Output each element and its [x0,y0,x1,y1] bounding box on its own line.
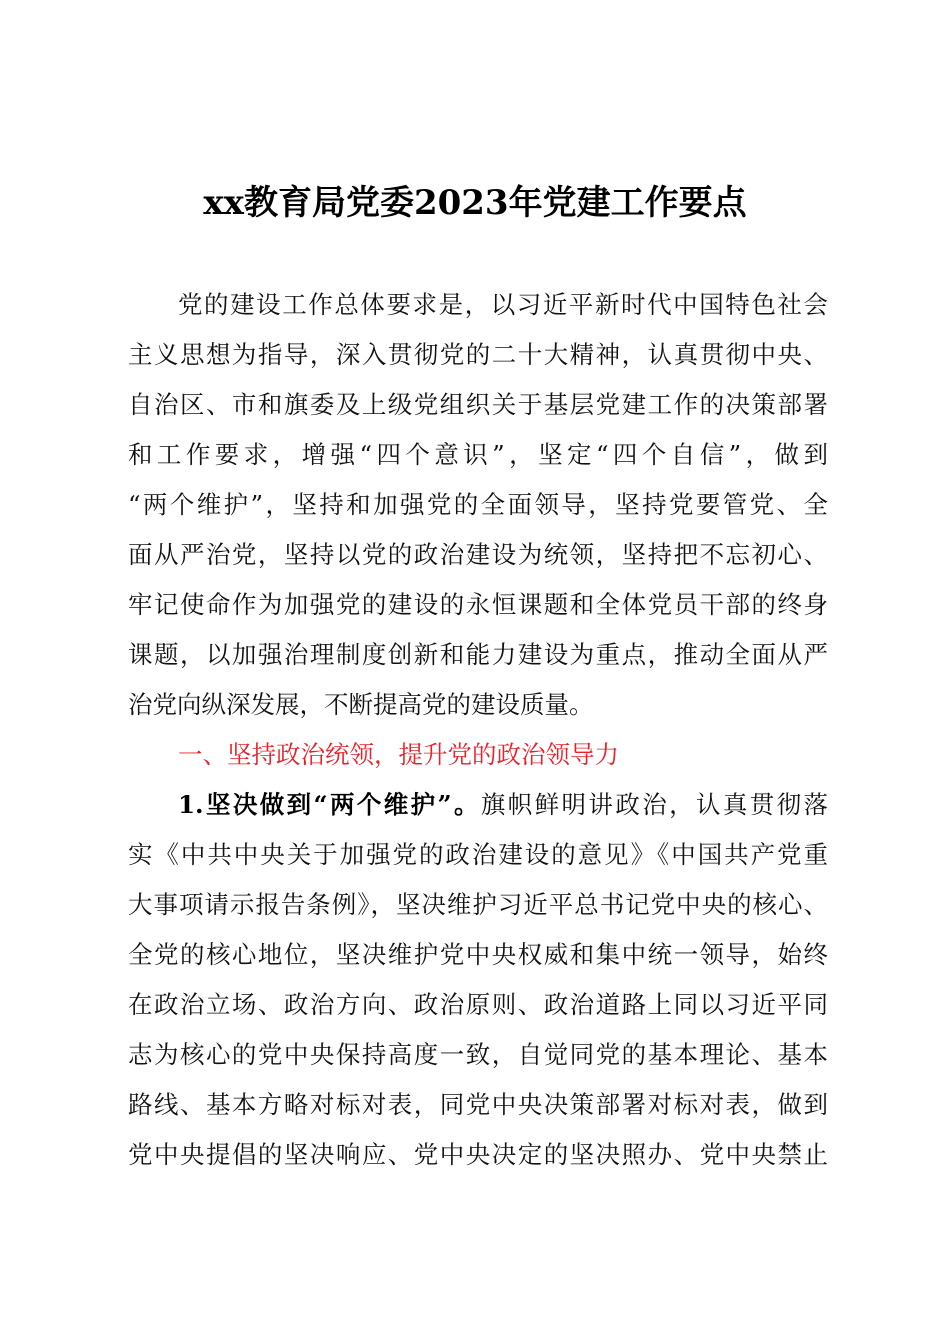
intro-line: 党的建设工作总体要求是，以习近平新时代中国特色社会 [178,290,828,319]
item1-first-line [178,788,828,822]
item1-line: 实《中共中央关于加强党的政治建设的意见》《中国共产党重 [128,840,828,869]
intro-line: 课题，以加强治理制度创新和能力建设为重点，推动全面从严 [128,640,828,669]
intro-line: 主义思想为指导，深入贯彻党的二十大精神，认真贯彻中央、 [128,340,828,369]
item1-line: 全党的核心地位，坚决维护党中央权威和集中统一领导，始终 [128,940,828,969]
intro-line: “两个维护”，坚持和加强党的全面领导，坚持党要管党、全 [128,490,828,519]
item1-line: 在政治立场、政治方向、政治原则、政治道路上同以习近平同 [128,990,828,1019]
intro-line: 治党向纵深发展，不断提高党的建设质量。 [128,690,594,719]
item1-line: 路线、基本方略对标对表，同党中央决策部署对标对表，做到 [128,1090,828,1119]
intro-line: 自治区、市和旗委及上级党组织关于基层党建工作的决策部署 [128,390,828,419]
section-heading: 一、坚持政治统领，提升党的政治领导力 [178,740,619,769]
intro-line: 和工作要求，增强“四个意识”，坚定“四个自信”，做到 [128,440,828,469]
intro-line: 牢记使命作为加强党的建设的永恒课题和全体党员干部的终身 [128,590,828,619]
item1-lead: 1.坚决做到“两个维护”。 [178,790,481,819]
item1-line: 党中央提倡的坚决响应、党中央决定的坚决照办、党中央禁止 [128,1140,828,1169]
intro-line: 面从严治党，坚持以党的政治建设为统领，坚持把不忘初心、 [128,540,828,569]
item1-line: 大事项请示报告条例》，坚决维护习近平总书记党中央的核心、 [128,890,828,919]
item1-line: 志为核心的党中央保持高度一致，自觉同党的基本理论、基本 [128,1040,828,1069]
document-title: xx教育局党委2023年党建工作要点 [203,183,747,223]
item1-first-rest: 旗帜鲜明讲政治，认真贯彻落 [480,790,829,819]
